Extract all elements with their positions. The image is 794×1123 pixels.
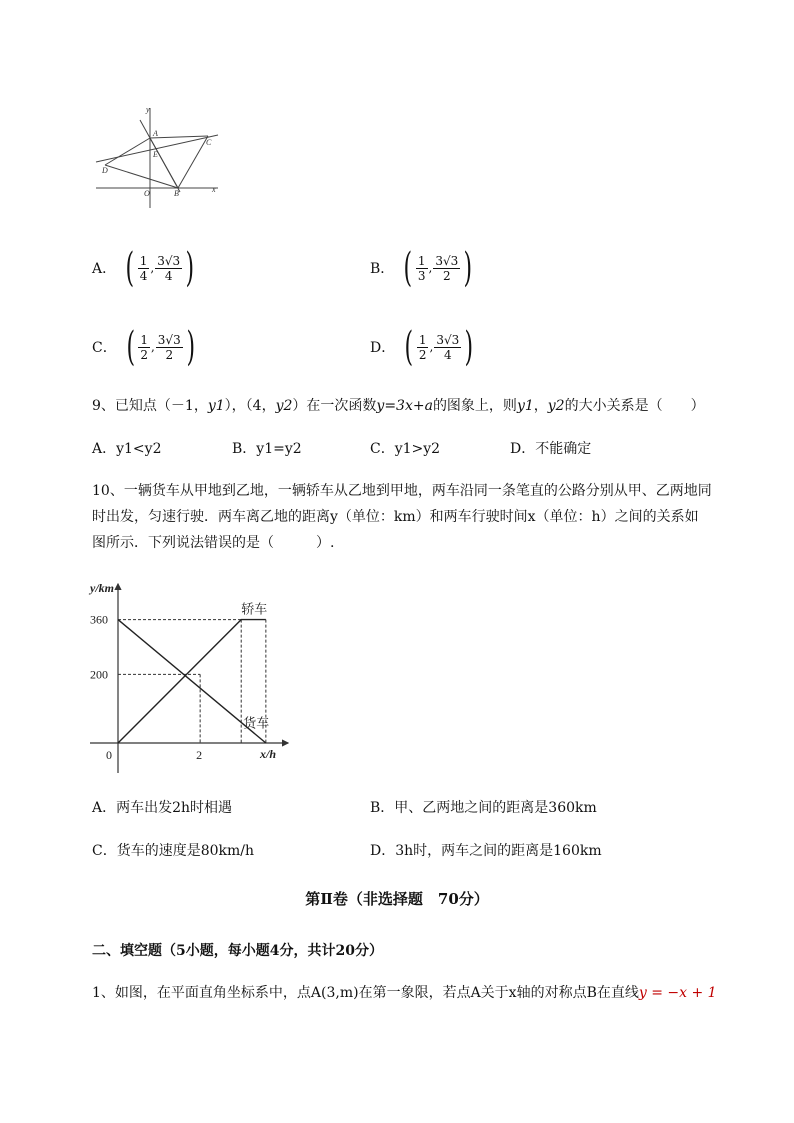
q10-option-d[interactable]: D．3h时，两车之间的距离是160km [370,843,602,859]
q10-option-a[interactable]: A．两车出发2h时相遇 [92,800,233,816]
label-x: x [212,185,216,194]
q8-geometry-figure [90,100,230,210]
section-2-title: 第Ⅱ卷（非选择题 70分） [305,890,489,908]
q8-option-d[interactable]: D． ( $\frac{1}{2}$ , $\frac{3√3}{4}$ ) [370,324,474,370]
q10-distance-time-chart [88,578,298,778]
origin-label: 0 [106,748,112,762]
q10-option-b[interactable]: B．甲、乙两地之间的距离是360km [370,800,597,816]
label-y: y [146,105,150,114]
chart-x-label: x/h [260,747,277,761]
q10-line-1: 10、一辆货车从甲地到乙地，一辆轿车从乙地到甲地，两车沿同一条笔直的公路分别从甲、乙两地同 [92,483,712,499]
series-label-truck: 货车 [243,715,270,731]
q10-option-c[interactable]: C．货车的速度是80km/h [92,843,255,859]
chart-y-label: y/km [90,581,114,595]
label-B: B [174,189,179,198]
label-D: D [102,166,108,175]
q9-option-a[interactable]: A．y1<y2 [92,441,162,457]
label-A: A [153,129,158,138]
q8-option-c[interactable]: C． ( $\frac{1}{2}$ , $\frac{3√3}{2}$ ) [92,324,195,370]
q9-option-c[interactable]: C．y1>y2 [370,441,441,457]
q9-option-d[interactable]: D．不能确定 [510,441,592,457]
q10-line-3: 图所示．下列说法错误的是（ ）. [92,535,335,551]
fill-q1: 1、如图，在平面直角坐标系中，点A(3,m)在第一象限，若点A关于x轴的对称点B在直线y = −x + 1 [92,985,717,1001]
q8-option-a[interactable]: A． ( $\frac{1}{4}$ , $\frac{3√3}{4}$ ) [92,245,195,291]
x-tick-2: 2 [196,748,203,762]
q9-option-b[interactable]: B．y1=y2 [232,441,302,457]
y-tick-360: 360 [90,612,108,627]
q8-option-b[interactable]: B． ( $\frac{1}{3}$ , $\frac{3√3}{2}$ ) [370,245,473,291]
q9-stem: 9、已知点（－1，y1），（4，y2）在一次函数y=3x+a的图象上，则y1，y2的大小关系是（ ） [92,398,705,414]
label-E: E [153,150,158,159]
series-label-car: 轿车 [241,601,268,617]
label-O: O [144,189,150,198]
section-2-heading: 二、填空题（5小题，每小题4分，共计20分） [92,943,383,959]
q10-line-2: 时出发，匀速行驶．两车离乙地的距离y（单位：km）和两车行驶时间x（单位：h）之间的关系如 [92,509,699,525]
y-tick-200: 200 [90,667,108,682]
label-C: C [206,138,212,147]
